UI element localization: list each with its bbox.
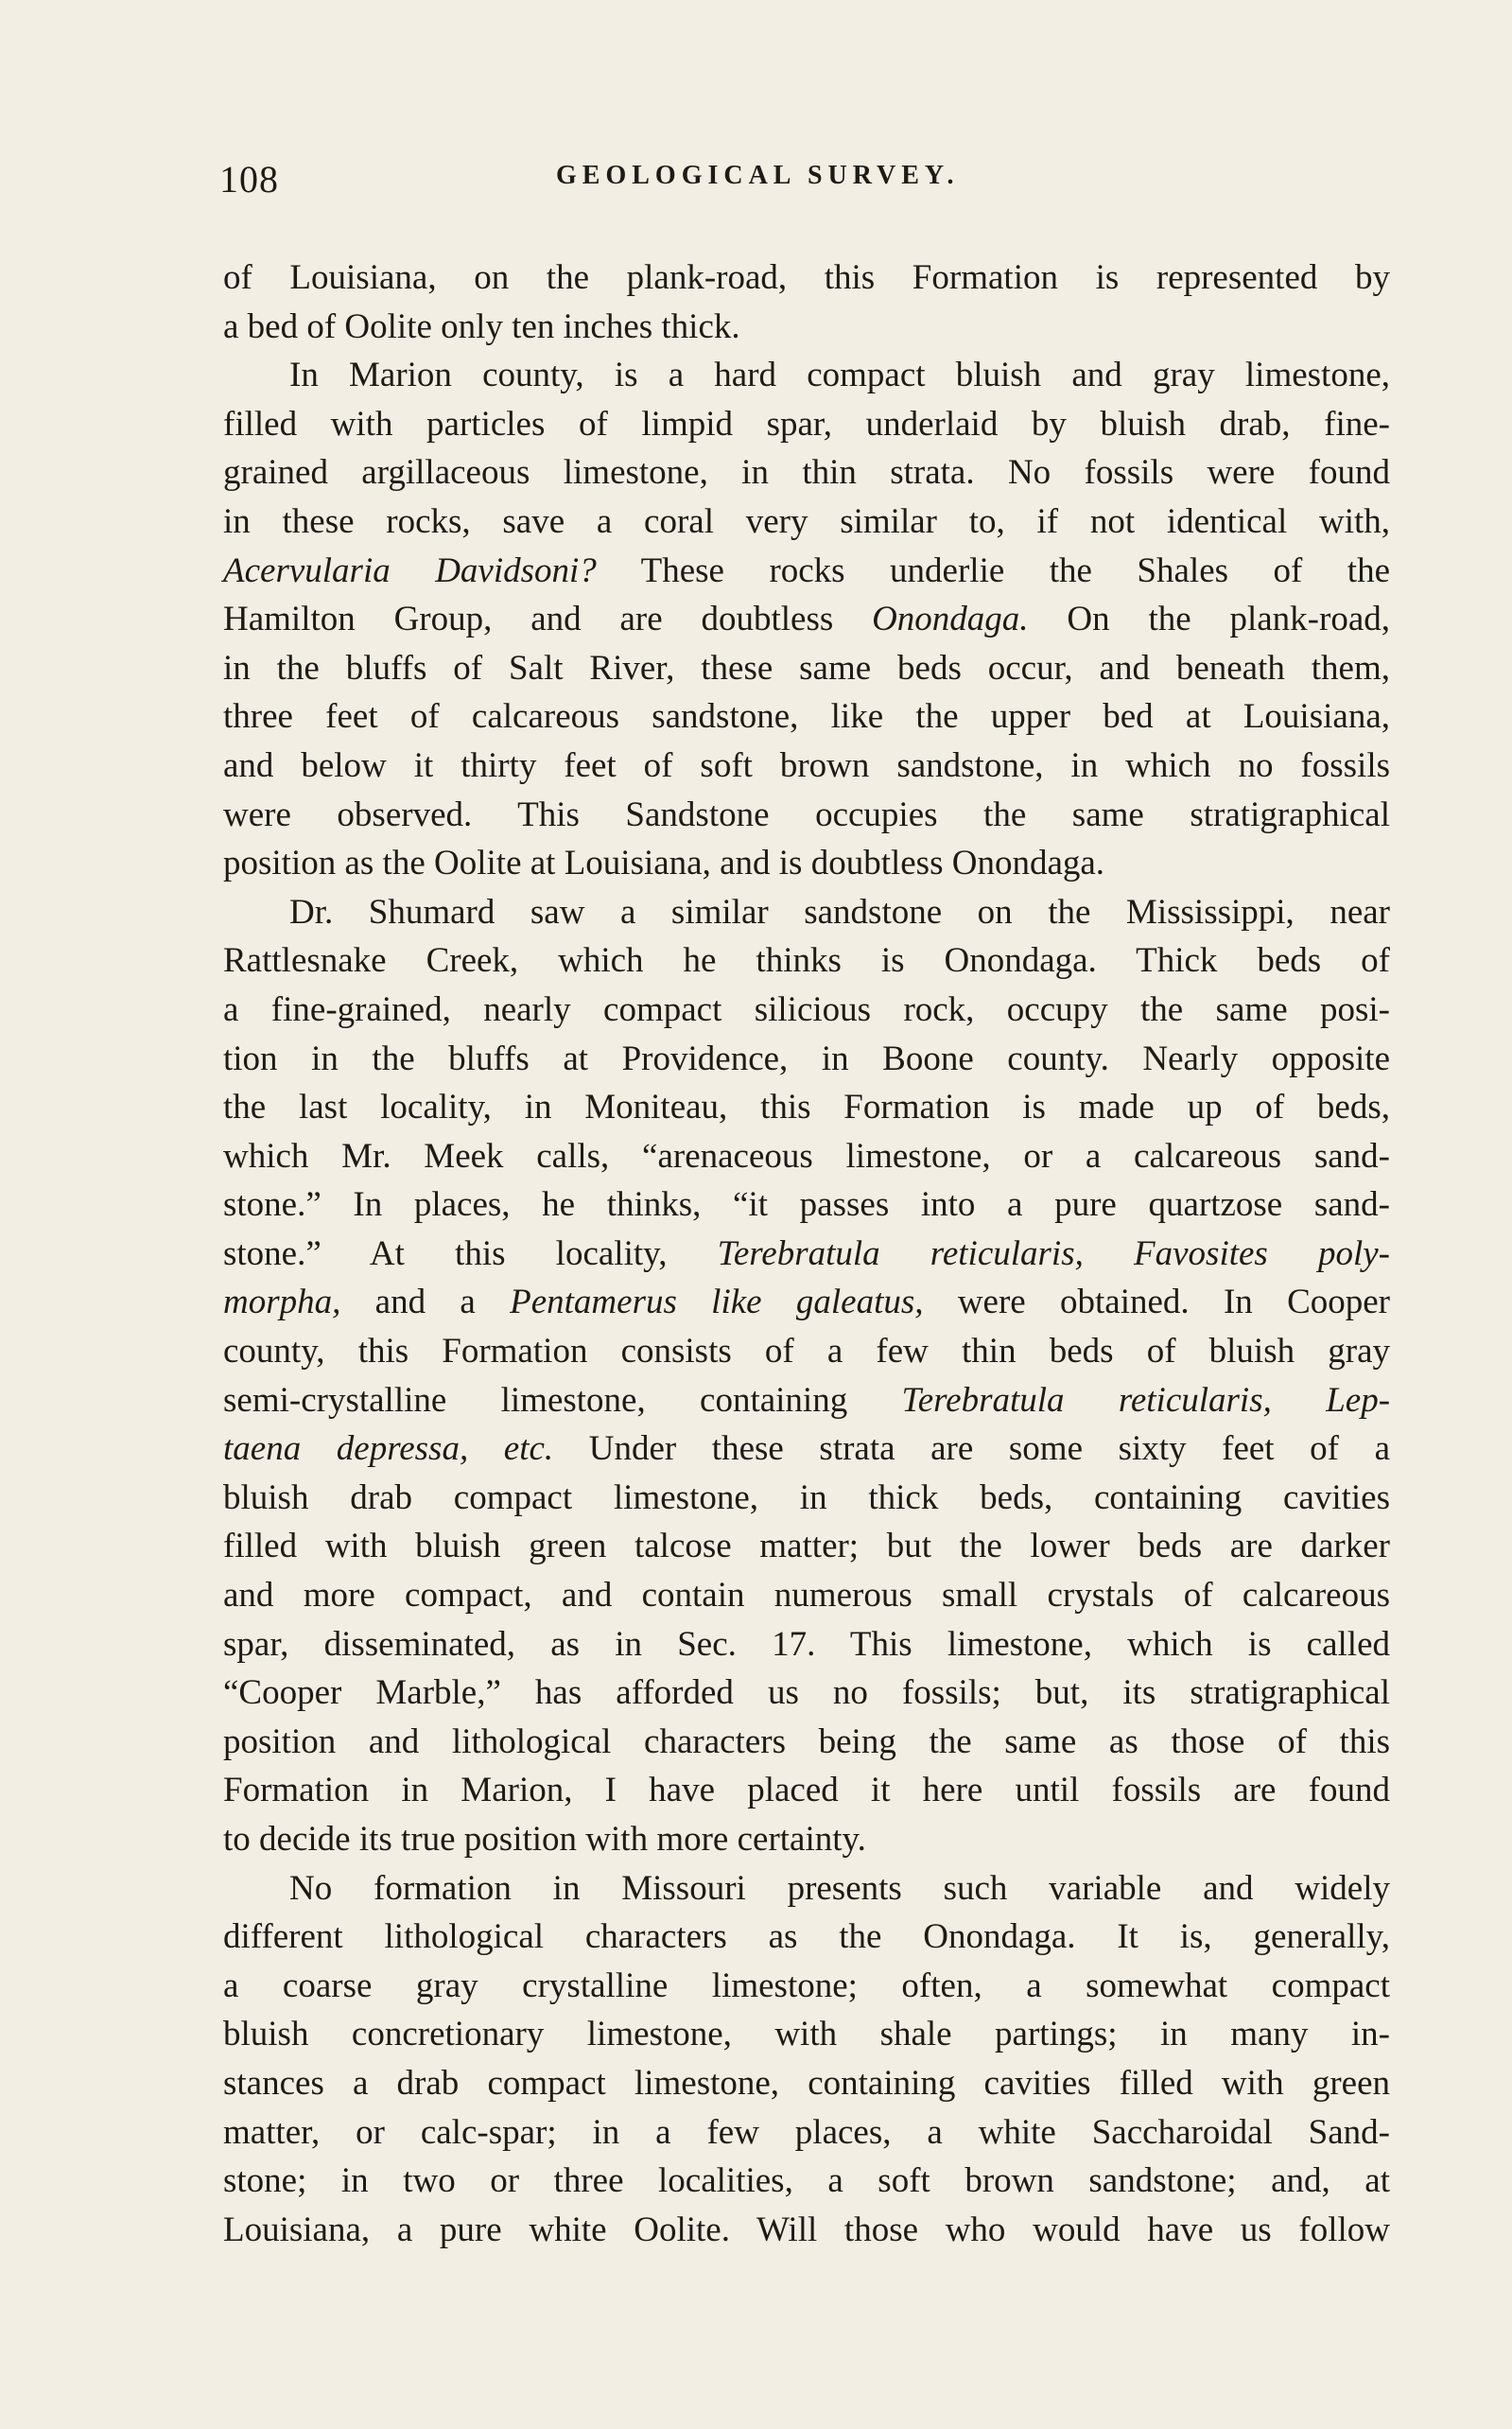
text-line: stone.” In places, he thinks, “it passes into a pure quartzose sand- <box>223 1185 1390 1225</box>
text-line: No formation in Missouri presents such variable and widely <box>289 1868 1390 1908</box>
running-head: GEOLOGICAL SURVEY. <box>556 161 960 190</box>
text-line: position as the Oolite at Louisiana, and is doubtless Onondaga. <box>223 844 1105 883</box>
text-line: Hamilton Group, and are doubtless Onondaga. On the plank-road, <box>223 600 1390 639</box>
text-line: filled with particles of limpid spar, underlaid by bluish drab, fine- <box>223 404 1390 444</box>
page-header <box>219 151 1033 208</box>
text-line: to decide its true position with more certainty. <box>223 1820 866 1859</box>
text-line: spar, disseminated, as in Sec. 17. This limestone, which is called <box>223 1624 1390 1664</box>
text-line: in the bluffs of Salt River, these same beds occur, and beneath them, <box>223 648 1390 688</box>
body-text <box>223 253 1390 2254</box>
text-line: which Mr. Meek calls, “arenaceous limestone, or a calcareous sand- <box>223 1136 1390 1176</box>
text-line: Louisiana, a pure white Oolite. Will those who would have us follow <box>223 2210 1390 2249</box>
text-line: grained argillaceous limestone, in thin strata. No fossils were found <box>223 453 1390 493</box>
text-line: three feet of calcareous sandstone, like the upper bed at Louisiana, <box>223 697 1390 737</box>
paragraph-1 <box>223 253 1390 351</box>
text-line: “Cooper Marble,” has afforded us no fossils; but, its stratigraphical <box>223 1673 1390 1713</box>
text-line: semi-crystalline limestone, containing Terebratula reticularis, Lep- <box>223 1380 1391 1420</box>
paragraph-4 <box>223 1864 1390 2255</box>
text-line: taena depressa, etc. Under these strata are some sixty feet of a <box>223 1429 1390 1469</box>
text-line: different lithological characters as the Onondaga. It is, generally, <box>223 1917 1390 1957</box>
paragraph-3 <box>223 888 1390 1864</box>
text-line: a fine-grained, nearly compact silicious rock, occupy the same posi- <box>223 989 1390 1029</box>
text-line: morpha, and a Pentamerus like galeatus, were obtained. In Cooper <box>223 1283 1390 1322</box>
text-line: county, this Formation consists of a few thin beds of bluish gray <box>223 1332 1390 1372</box>
text-line: the last locality, in Moniteau, this Formation is made up of beds, <box>223 1088 1390 1127</box>
text-line: of Louisiana, on the plank-road, this Formation is represented by <box>223 258 1390 297</box>
text-line-italic: Acervularia Davidsoni? These rocks underlie the Shales of the <box>223 550 1391 590</box>
text-line: in these rocks, save a coral very similar to, if not identical with, <box>223 501 1390 541</box>
paragraph-2 <box>223 351 1390 888</box>
text-line: matter, or calc-spar; in a few places, a white Saccharoidal Sand- <box>223 2112 1390 2152</box>
text-line: stone.” At this locality, Terebratula reticularis, Favosites poly- <box>223 1233 1390 1273</box>
text-line: position and lithological characters being the same as those of this <box>223 1721 1390 1761</box>
text-line: Rattlesnake Creek, which he thinks is Onondaga. Thick beds of <box>223 941 1390 981</box>
text-line: In Marion county, is a hard compact bluish and gray limestone, <box>289 356 1390 395</box>
text-line: bluish drab compact limestone, in thick beds, containing cavities <box>223 1477 1390 1517</box>
text-line: stances a drab compact limestone, containing cavities filled with green <box>223 2063 1390 2103</box>
text-line: filled with bluish green talcose matter; but the lower beds are darker <box>223 1527 1390 1566</box>
text-line: and more compact, and contain numerous small crystals of calcareous <box>223 1576 1390 1616</box>
text-line: were observed. This Sandstone occupies the same stratigraphical <box>223 795 1390 834</box>
text-line: a coarse gray crystalline limestone; often, a somewhat compact <box>223 1966 1390 2005</box>
text-line: a bed of Oolite only ten inches thick. <box>223 306 740 346</box>
text-line: Formation in Marion, I have placed it here until fossils are found <box>223 1771 1390 1810</box>
page-number: 108 <box>219 158 279 201</box>
text-line: Dr. Shumard saw a similar sandstone on the Mississippi, near <box>289 892 1390 932</box>
text-line: stone; in two or three localities, a soft brown sandstone; and, at <box>223 2161 1390 2201</box>
text-line: bluish concretionary limestone, with shale partings; in many in- <box>223 2015 1390 2054</box>
text-line: and below it thirty feet of soft brown sandstone, in which no fossils <box>223 745 1390 785</box>
text-line: tion in the bluffs at Providence, in Boone county. Nearly opposite <box>223 1039 1390 1078</box>
